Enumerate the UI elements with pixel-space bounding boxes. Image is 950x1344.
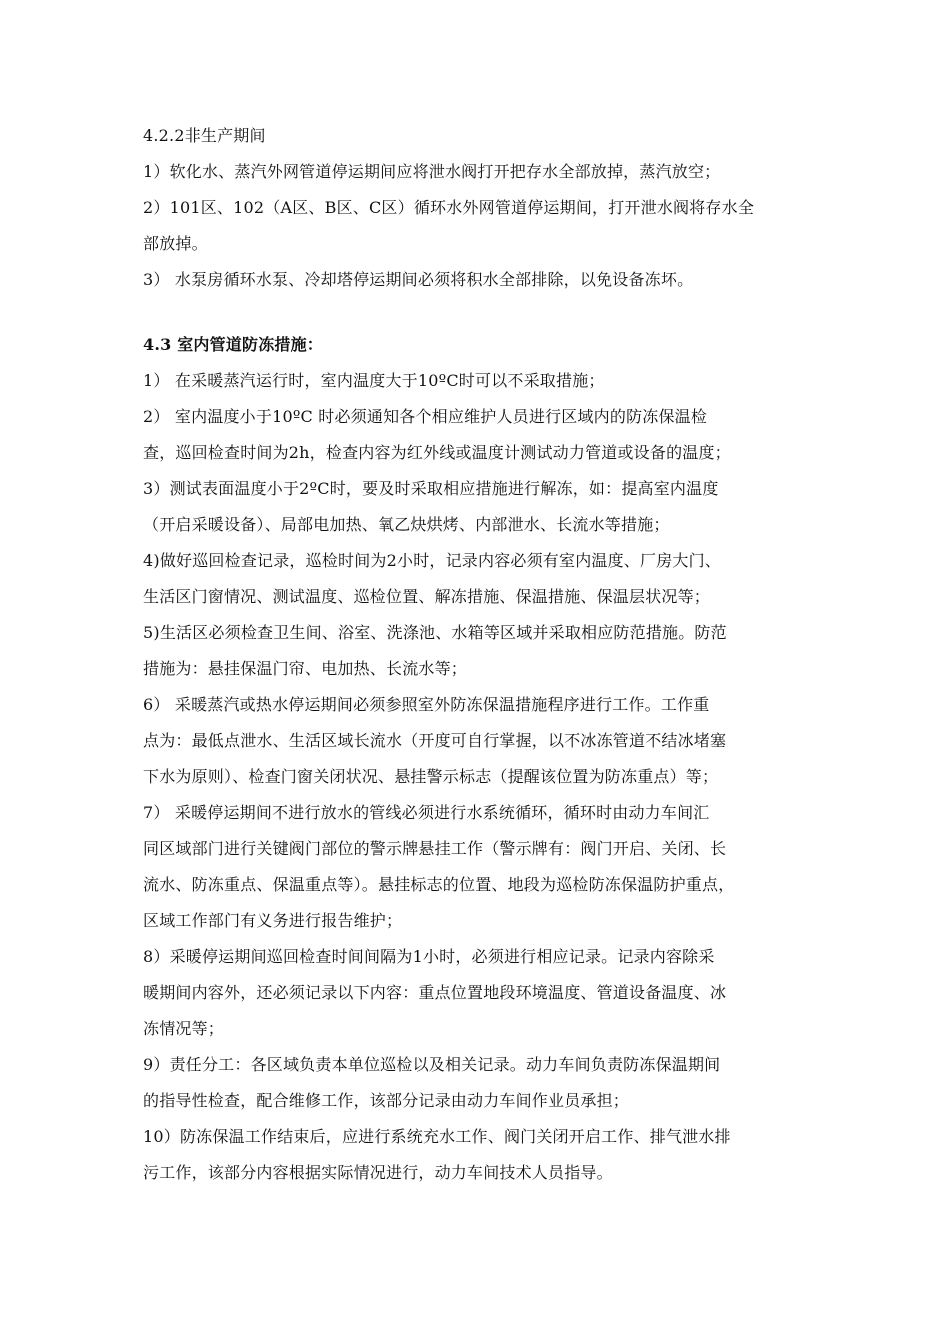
section-4-3-title: 4.3 室内管道防冻措施：	[143, 335, 324, 354]
paragraph-line: 措施为：悬挂保温门帘、电加热、长流水等；	[143, 659, 468, 678]
paragraph-line: 下水为原则）、检查门窗关闭状况、悬挂警示标志（提醒该位置为防冻重点）等；	[143, 767, 719, 786]
paragraph-line: 7） 采暖停运期间不进行放水的管线必须进行水系统循环，循环时由动力车间汇	[143, 803, 710, 822]
paragraph-line: 污工作，该部分内容根据实际情况进行，动力车间技术人员指导。	[143, 1163, 613, 1182]
paragraph-line: 5)生活区必须检查卫生间、浴室、洗涤池、水箱等区域并采取相应防范措施。防范	[143, 623, 727, 642]
paragraph-line: 3）测试表面温度小于2ºC时，要及时采取相应措施进行解冻，如：提高室内温度	[143, 479, 719, 498]
paragraph-line: 冻情况等；	[143, 1019, 225, 1038]
paragraph-line: 部放掉。	[143, 234, 208, 253]
paragraph-line: 生活区门窗情况、测试温度、巡检位置、解冻措施、保温措施、保温层状况等；	[143, 587, 711, 606]
paragraph-line: 6） 采暖蒸汽或热水停运期间必须参照室外防冻保温措施程序进行工作。工作重	[143, 695, 710, 714]
paragraph-line: 3） 水泵房循环水泵、冷却塔停运期间必须将积水全部排除，以免设备冻坏。	[143, 270, 694, 289]
paragraph-line: 1） 在采暖蒸汽运行时，室内温度大于10ºC时可以不采取措施；	[143, 371, 605, 390]
paragraph-line: （开启采暖设备）、局部电加热、氧乙炔烘烤、内部泄水、长流水等措施；	[143, 515, 670, 534]
paragraph-line: 8）采暖停运期间巡回检查时间间隔为1小时，必须进行相应记录。记录内容除采	[143, 947, 715, 966]
paragraph-line: 同区域部门进行关键阀门部位的警示牌悬挂工作（警示牌有：阀门开启、关闭、长	[143, 839, 727, 858]
section-4-2-2-title: 4.2.2非生产期间	[143, 126, 266, 145]
paragraph-line: 2） 室内温度小于10ºC 时必须通知各个相应维护人员进行区域内的防冻保温检	[143, 407, 708, 426]
paragraph-line: 暖期间内容外，还必须记录以下内容：重点位置地段环境温度、管道设备温度、冰	[143, 983, 727, 1002]
paragraph-line: 流水、防冻重点、保温重点等）。悬挂标志的位置、地段为巡检防冻保温防护重点，	[143, 875, 735, 894]
paragraph-line: 点为：最低点泄水、生活区域长流水（开度可自行掌握，以不冰冻管道不结冰堵塞	[143, 731, 727, 750]
paragraph-line: 区域工作部门有义务进行报告维护；	[143, 911, 403, 930]
document-body	[143, 118, 833, 1191]
paragraph-line: 4)做好巡回检查记录，巡检时间为2小时，记录内容必须有室内温度、厂房大门、	[143, 551, 722, 570]
paragraph-line: 的指导性检查，配合维修工作，该部分记录由动力车间作业员承担；	[143, 1091, 630, 1110]
section-gap	[143, 298, 833, 327]
paragraph-line: 查，巡回检查时间为2h，检查内容为红外线或温度计测试动力管道或设备的温度；	[143, 443, 731, 462]
paragraph-line: 1）软化水、蒸汽外网管道停运期间应将泄水阀打开把存水全部放掉，蒸汽放空；	[143, 162, 721, 181]
paragraph-line: 10）防冻保温工作结束后，应进行系统充水工作、阀门关闭开启工作、排气泄水排	[143, 1127, 731, 1146]
paragraph-line: 2）101区、102（A区、B区、C区）循环水外网管道停运期间，打开泄水阀将存水全	[143, 198, 755, 217]
paragraph-line: 9）责任分工：各区域负责本单位巡检以及相关记录。动力车间负责防冻保温期间	[143, 1055, 721, 1074]
